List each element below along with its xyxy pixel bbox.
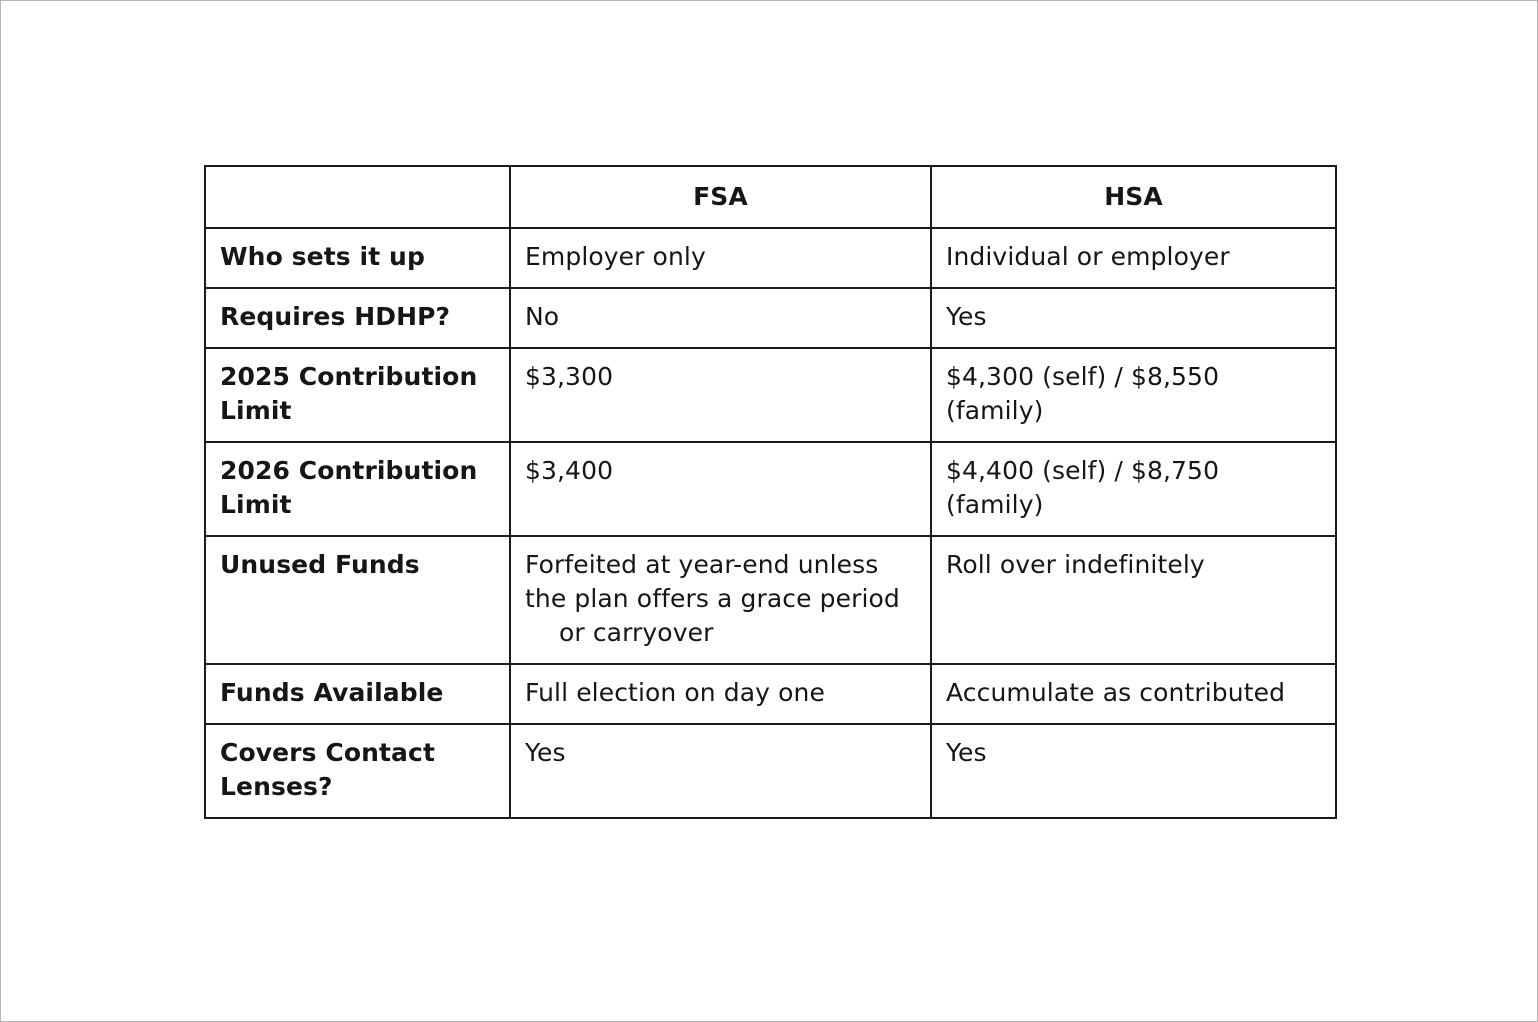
header-fsa: FSA bbox=[510, 166, 931, 228]
hsa-cell: Accumulate as contributed bbox=[931, 664, 1336, 724]
fsa-cell: Yes bbox=[510, 724, 931, 818]
row-label: 2025 Contribution Limit bbox=[205, 348, 510, 442]
hsa-cell: Yes bbox=[931, 724, 1336, 818]
table-row bbox=[205, 536, 1336, 664]
header-hsa: HSA bbox=[931, 166, 1336, 228]
fsa-cell-line: or carryover bbox=[559, 618, 714, 647]
fsa-cell: $3,300 bbox=[510, 348, 931, 442]
fsa-cell-line: Forfeited at year-end unless the plan offers a grace period bbox=[525, 550, 900, 613]
hsa-cell: Individual or employer bbox=[931, 228, 1336, 288]
fsa-cell: Employer only bbox=[510, 228, 931, 288]
table-row bbox=[205, 664, 1336, 724]
table-row bbox=[205, 288, 1336, 348]
table-row bbox=[205, 442, 1336, 536]
hsa-cell: $4,300 (self) / $8,550 (family) bbox=[931, 348, 1336, 442]
table-row bbox=[205, 348, 1336, 442]
fsa-hsa-comparison-table bbox=[204, 165, 1337, 819]
row-label: Requires HDHP? bbox=[205, 288, 510, 348]
table-row bbox=[205, 228, 1336, 288]
fsa-cell bbox=[510, 536, 931, 664]
row-label: Unused Funds bbox=[205, 536, 510, 664]
hsa-cell: Yes bbox=[931, 288, 1336, 348]
row-label: Funds Available bbox=[205, 664, 510, 724]
table-row bbox=[205, 724, 1336, 818]
row-label: Covers Contact Lenses? bbox=[205, 724, 510, 818]
row-label: Who sets it up bbox=[205, 228, 510, 288]
fsa-cell: Full election on day one bbox=[510, 664, 931, 724]
hsa-cell: $4,400 (self) / $8,750 (family) bbox=[931, 442, 1336, 536]
hsa-cell: Roll over indefinitely bbox=[931, 536, 1336, 664]
fsa-cell: No bbox=[510, 288, 931, 348]
row-label: 2026 Contribution Limit bbox=[205, 442, 510, 536]
table-header-row bbox=[205, 166, 1336, 228]
fsa-cell: $3,400 bbox=[510, 442, 931, 536]
header-corner-cell bbox=[205, 166, 510, 228]
